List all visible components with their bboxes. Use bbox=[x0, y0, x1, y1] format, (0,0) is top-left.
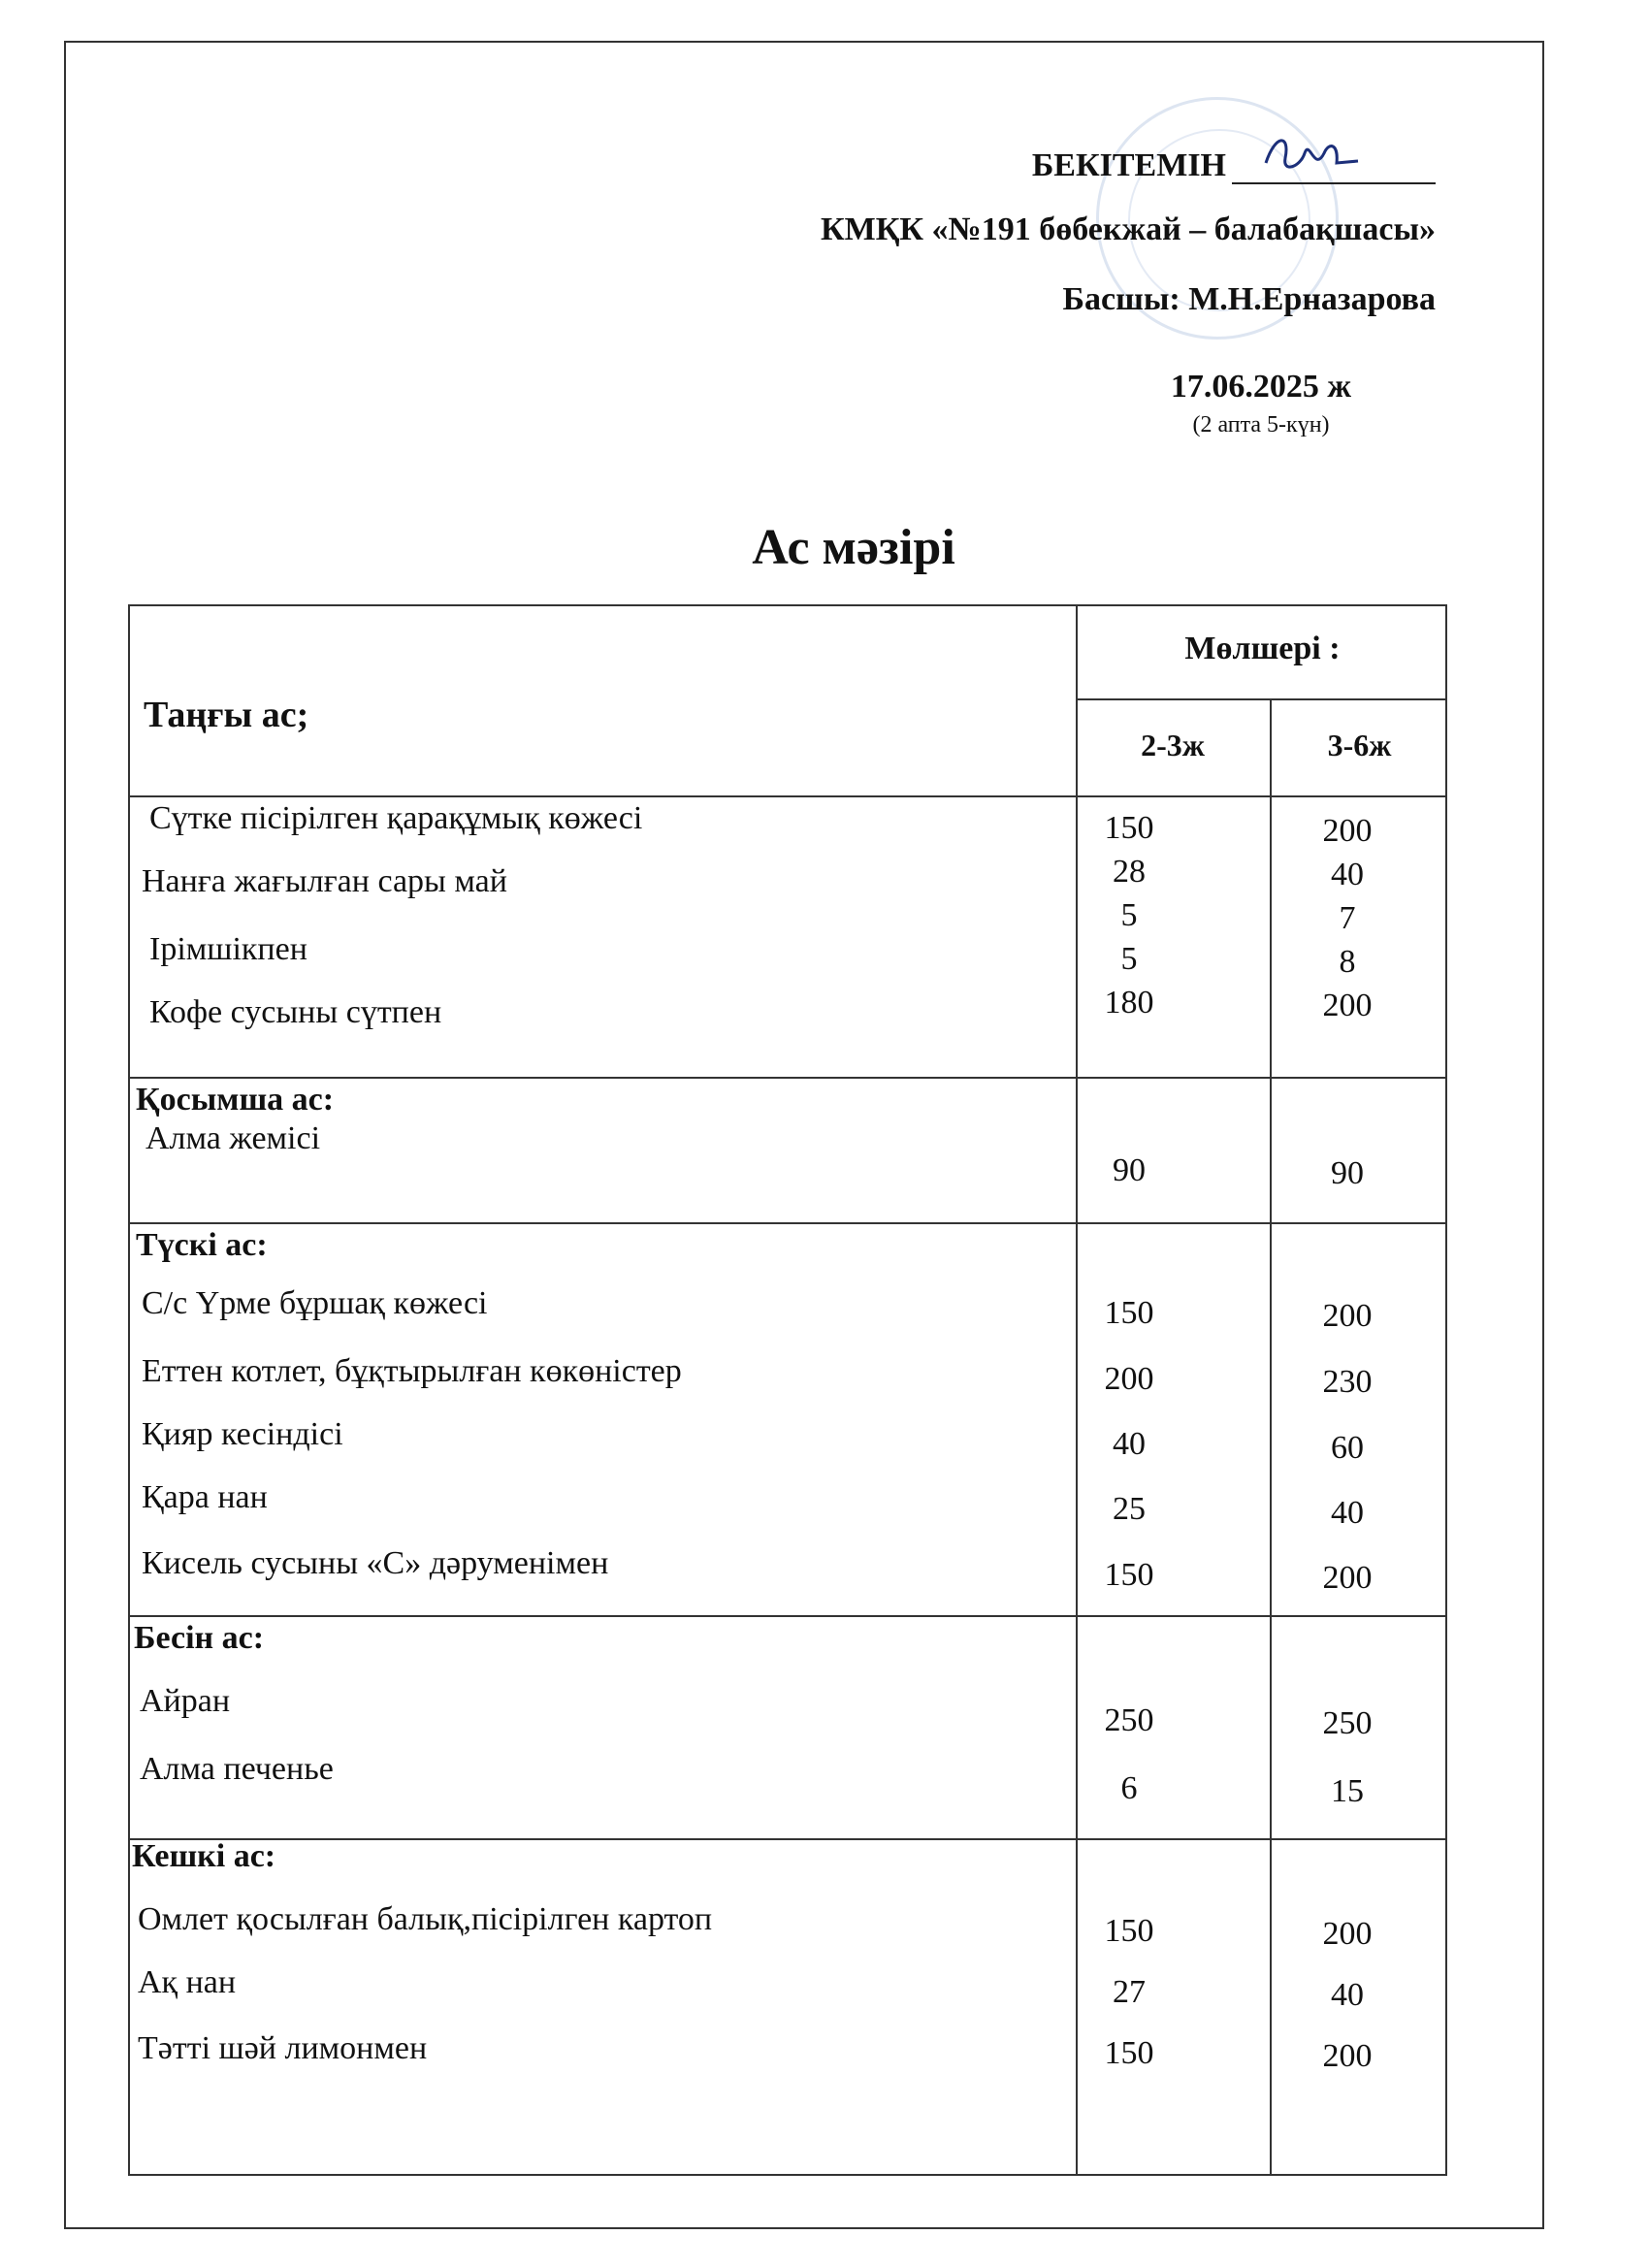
page-title: Ас мәзірі bbox=[752, 520, 955, 575]
qty-2-3: 5 bbox=[1120, 897, 1138, 933]
qty-2-3: 150 bbox=[1104, 1913, 1154, 1949]
document-date: 17.06.2025 ж bbox=[1170, 369, 1352, 405]
row-divider bbox=[130, 1077, 1445, 1079]
qty-3-6: 250 bbox=[1322, 1705, 1373, 1741]
qty-3-6: 200 bbox=[1322, 1560, 1373, 1596]
week-day-note: (2 апта 5-күн) bbox=[1192, 412, 1330, 437]
menu-item: Қияр кесіндісі bbox=[142, 1416, 343, 1452]
qty-3-6: 200 bbox=[1322, 2038, 1373, 2074]
row-divider bbox=[1076, 698, 1445, 700]
qty-2-3: 5 bbox=[1120, 941, 1138, 977]
qty-3-6: 200 bbox=[1322, 1916, 1373, 1952]
qty-3-6: 40 bbox=[1331, 1495, 1364, 1531]
approve-label: БЕКІТЕМІН bbox=[1031, 147, 1226, 183]
qty-3-6: 7 bbox=[1339, 900, 1356, 936]
qty-2-3: 200 bbox=[1104, 1361, 1154, 1397]
signature-line bbox=[1232, 144, 1436, 184]
section-title: Кешкі ас: bbox=[132, 1838, 276, 1874]
menu-item: Қара нан bbox=[142, 1479, 268, 1515]
qty-2-3: 90 bbox=[1113, 1152, 1146, 1188]
row-divider bbox=[130, 1222, 1445, 1224]
menu-item: С/с Үрме бұршақ көжесі bbox=[142, 1285, 488, 1321]
menu-item: Алма печенье bbox=[140, 1751, 334, 1787]
qty-2-3: 25 bbox=[1113, 1491, 1146, 1527]
qty-3-6: 230 bbox=[1322, 1364, 1373, 1400]
menu-item: Ірімшікпен bbox=[149, 931, 307, 967]
organization-name: КМҚК «№191 бөбекжай – балабақшасы» bbox=[821, 211, 1436, 247]
qty-3-6: 40 bbox=[1331, 857, 1364, 892]
row-divider bbox=[130, 795, 1445, 797]
qty-3-6: 40 bbox=[1331, 1977, 1364, 2013]
qty-2-3: 150 bbox=[1104, 1557, 1154, 1593]
qty-2-3: 250 bbox=[1104, 1702, 1154, 1738]
row-divider bbox=[130, 1838, 1445, 1840]
qty-2-3: 28 bbox=[1113, 854, 1146, 890]
qty-3-6: 8 bbox=[1339, 944, 1356, 980]
section-title: Түскі ас: bbox=[136, 1227, 268, 1263]
menu-item: Тәтті шәй лимонмен bbox=[138, 2030, 428, 2066]
qty-3-6: 200 bbox=[1322, 988, 1373, 1023]
age-2-3-header: 2-3ж bbox=[1141, 728, 1205, 762]
menu-item: Айран bbox=[140, 1683, 231, 1719]
breakfast-header: Таңғы ас; bbox=[144, 695, 309, 735]
qty-3-6: 200 bbox=[1322, 1298, 1373, 1334]
row-divider bbox=[130, 1615, 1445, 1617]
qty-2-3: 150 bbox=[1104, 810, 1154, 846]
menu-item: Нанға жағылған сары май bbox=[142, 863, 507, 899]
qty-2-3: 27 bbox=[1113, 1974, 1146, 2010]
menu-item: Алма жемісі bbox=[146, 1120, 321, 1156]
menu-item: Омлет қосылған балық,пісірілген картоп bbox=[138, 1901, 713, 1937]
menu-item: Кофе сусыны сүтпен bbox=[149, 994, 442, 1030]
director-name: Басшы: М.Н.Ерназарова bbox=[1062, 281, 1436, 317]
menu-item: Кисель сусыны «С» дәруменімен bbox=[142, 1545, 609, 1581]
menu-item: Сүтке пісірілген қарақұмық көжесі bbox=[149, 800, 643, 836]
menu-item: Ақ нан bbox=[138, 1964, 237, 2000]
qty-2-3: 40 bbox=[1113, 1426, 1146, 1462]
section-title: Қосымша ас: bbox=[136, 1082, 335, 1118]
qty-2-3: 180 bbox=[1104, 985, 1154, 1021]
qty-3-6: 60 bbox=[1331, 1430, 1364, 1466]
qty-3-6: 90 bbox=[1331, 1155, 1364, 1191]
qty-3-6: 15 bbox=[1331, 1773, 1364, 1809]
menu-table bbox=[128, 604, 1447, 2176]
qty-2-3: 6 bbox=[1120, 1770, 1138, 1806]
age-3-6-header: 3-6ж bbox=[1327, 728, 1392, 762]
qty-3-6: 200 bbox=[1322, 813, 1373, 849]
quantity-header: Мөлшері : bbox=[1184, 631, 1341, 666]
qty-2-3: 150 bbox=[1104, 1295, 1154, 1331]
section-title: Бесін ас: bbox=[134, 1620, 265, 1656]
qty-2-3: 150 bbox=[1104, 2035, 1154, 2071]
menu-item: Еттен котлет, бұқтырылған көкөністер bbox=[142, 1353, 682, 1389]
approve-line bbox=[1032, 144, 1436, 184]
